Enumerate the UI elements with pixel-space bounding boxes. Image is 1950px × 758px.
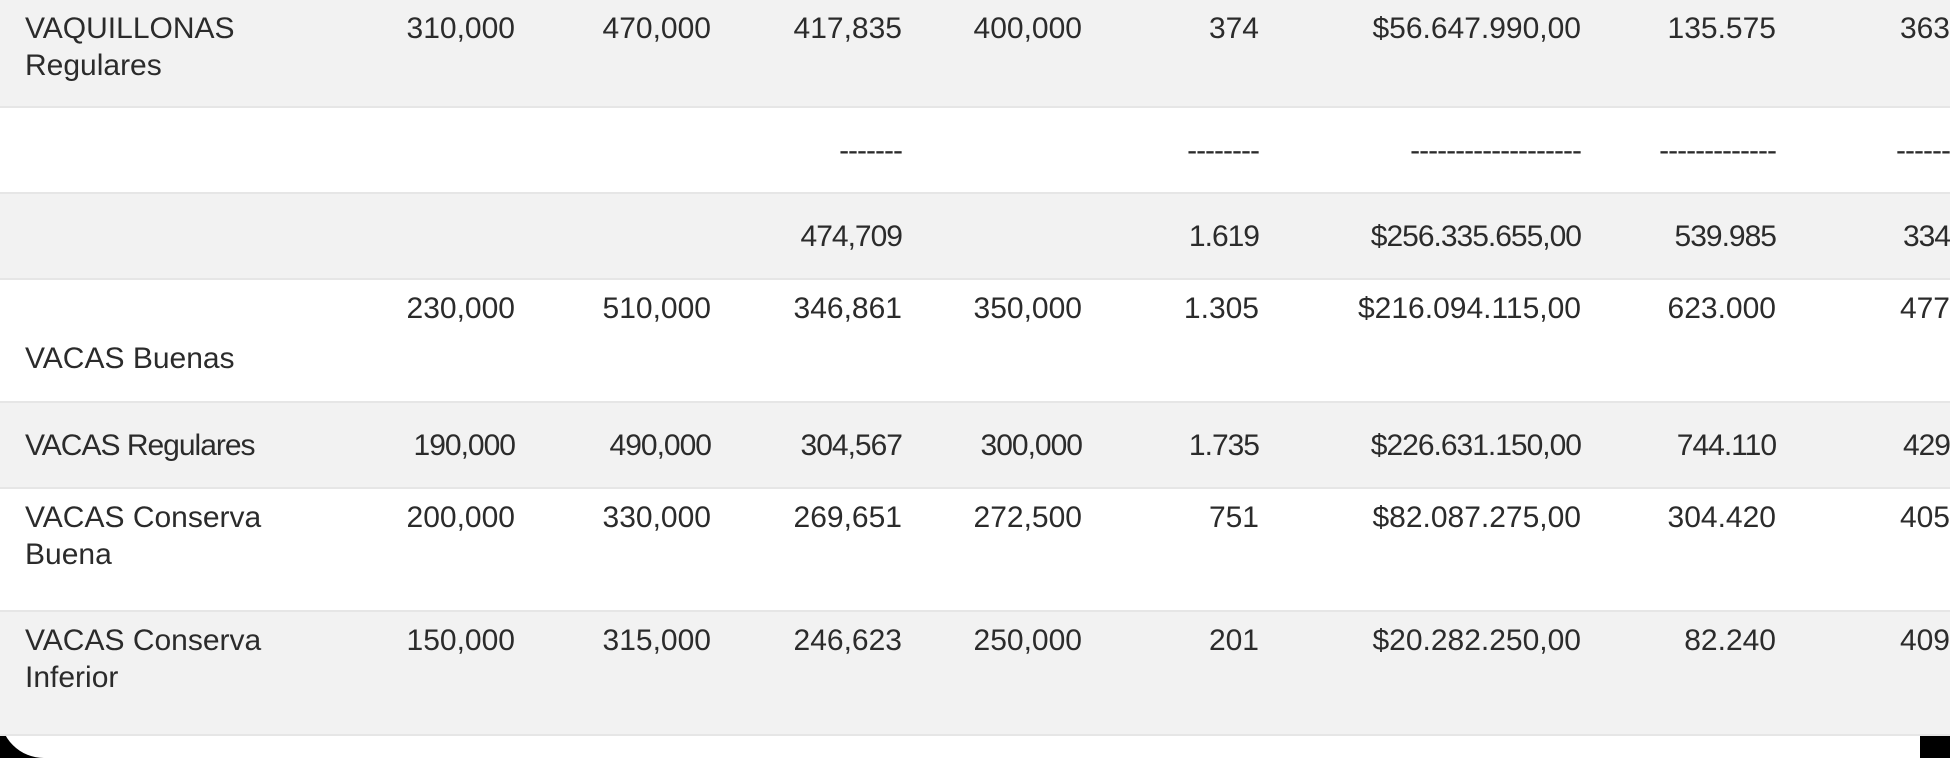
avg-weight-cell: 405 bbox=[1776, 488, 1950, 611]
head-count-cell: 374 bbox=[1082, 0, 1259, 107]
amount-separator: ------------------- bbox=[1259, 107, 1581, 193]
min-price-cell: 310,000 bbox=[301, 0, 515, 107]
kg-separator: ------------- bbox=[1581, 107, 1776, 193]
head-count-cell: 1.735 bbox=[1082, 402, 1259, 488]
subtotal-row bbox=[0, 193, 1950, 279]
amount-cell: $82.087.275,00 bbox=[1259, 488, 1581, 611]
mode-price-cell: 400,000 bbox=[902, 0, 1082, 107]
table-row bbox=[0, 0, 1950, 107]
mode-price-cell: 350,000 bbox=[902, 279, 1082, 402]
table-row bbox=[0, 279, 1950, 402]
head-count-cell: 751 bbox=[1082, 488, 1259, 611]
avg-price-separator: ------- bbox=[711, 107, 902, 193]
max-price-cell bbox=[515, 193, 711, 279]
category-cell: VACAS Buenas bbox=[0, 279, 301, 402]
mode-price-cell: 250,000 bbox=[902, 611, 1082, 735]
avg-price-cell: 417,835 bbox=[711, 0, 902, 107]
category-cell: VACAS Conserva Buena bbox=[0, 488, 301, 611]
head-count-cell: 201 bbox=[1082, 611, 1259, 735]
min-price-cell bbox=[301, 107, 515, 193]
amount-total: $256.335.655,00 bbox=[1259, 193, 1581, 279]
table-row bbox=[0, 611, 1950, 735]
kg-total: 539.985 bbox=[1581, 193, 1776, 279]
max-price-cell: 490,000 bbox=[515, 402, 711, 488]
mode-price-cell: 272,500 bbox=[902, 488, 1082, 611]
min-price-cell: 230,000 bbox=[301, 279, 515, 402]
max-price-cell bbox=[515, 107, 711, 193]
avg-weight-total: 334 bbox=[1776, 193, 1950, 279]
table-row bbox=[0, 488, 1950, 611]
amount-cell: $216.094.115,00 bbox=[1259, 279, 1581, 402]
avg-weight-cell: 429 bbox=[1776, 402, 1950, 488]
head-count-cell: 1.305 bbox=[1082, 279, 1259, 402]
min-price-cell bbox=[301, 193, 515, 279]
category-cell: VAQUILLONAS Regulares bbox=[0, 0, 301, 107]
kg-cell: 623.000 bbox=[1581, 279, 1776, 402]
category-cell bbox=[0, 193, 301, 279]
mode-price-cell bbox=[902, 193, 1082, 279]
max-price-cell: 315,000 bbox=[515, 611, 711, 735]
category-cell: VACAS Regulares bbox=[0, 402, 301, 488]
mode-price-cell bbox=[902, 107, 1082, 193]
kg-cell: 135.575 bbox=[1581, 0, 1776, 107]
avg-price-cell: 269,651 bbox=[711, 488, 902, 611]
head-count-separator: -------- bbox=[1082, 107, 1259, 193]
kg-cell: 82.240 bbox=[1581, 611, 1776, 735]
max-price-cell: 510,000 bbox=[515, 279, 711, 402]
mode-price-cell: 300,000 bbox=[902, 402, 1082, 488]
avg-price-cell: 246,623 bbox=[711, 611, 902, 735]
amount-cell: $56.647.990,00 bbox=[1259, 0, 1581, 107]
max-price-cell: 330,000 bbox=[515, 488, 711, 611]
category-cell: VACAS Conserva Inferior bbox=[0, 611, 301, 735]
min-price-cell: 200,000 bbox=[301, 488, 515, 611]
min-price-cell: 190,000 bbox=[301, 402, 515, 488]
table-row bbox=[0, 402, 1950, 488]
avg-weight-cell: 477 bbox=[1776, 279, 1950, 402]
avg-price-total: 474,709 bbox=[711, 193, 902, 279]
avg-price-cell: 304,567 bbox=[711, 402, 902, 488]
avg-weight-cell: 409 bbox=[1776, 611, 1950, 735]
avg-weight-separator: ------ bbox=[1776, 107, 1950, 193]
separator-row bbox=[0, 107, 1950, 193]
head-count-total: 1.619 bbox=[1082, 193, 1259, 279]
amount-cell: $20.282.250,00 bbox=[1259, 611, 1581, 735]
category-cell bbox=[0, 107, 301, 193]
avg-weight-cell: 363 bbox=[1776, 0, 1950, 107]
kg-cell: 744.110 bbox=[1581, 402, 1776, 488]
max-price-cell: 470,000 bbox=[515, 0, 711, 107]
avg-price-cell: 346,861 bbox=[711, 279, 902, 402]
amount-cell: $226.631.150,00 bbox=[1259, 402, 1581, 488]
min-price-cell: 150,000 bbox=[301, 611, 515, 735]
kg-cell: 304.420 bbox=[1581, 488, 1776, 611]
